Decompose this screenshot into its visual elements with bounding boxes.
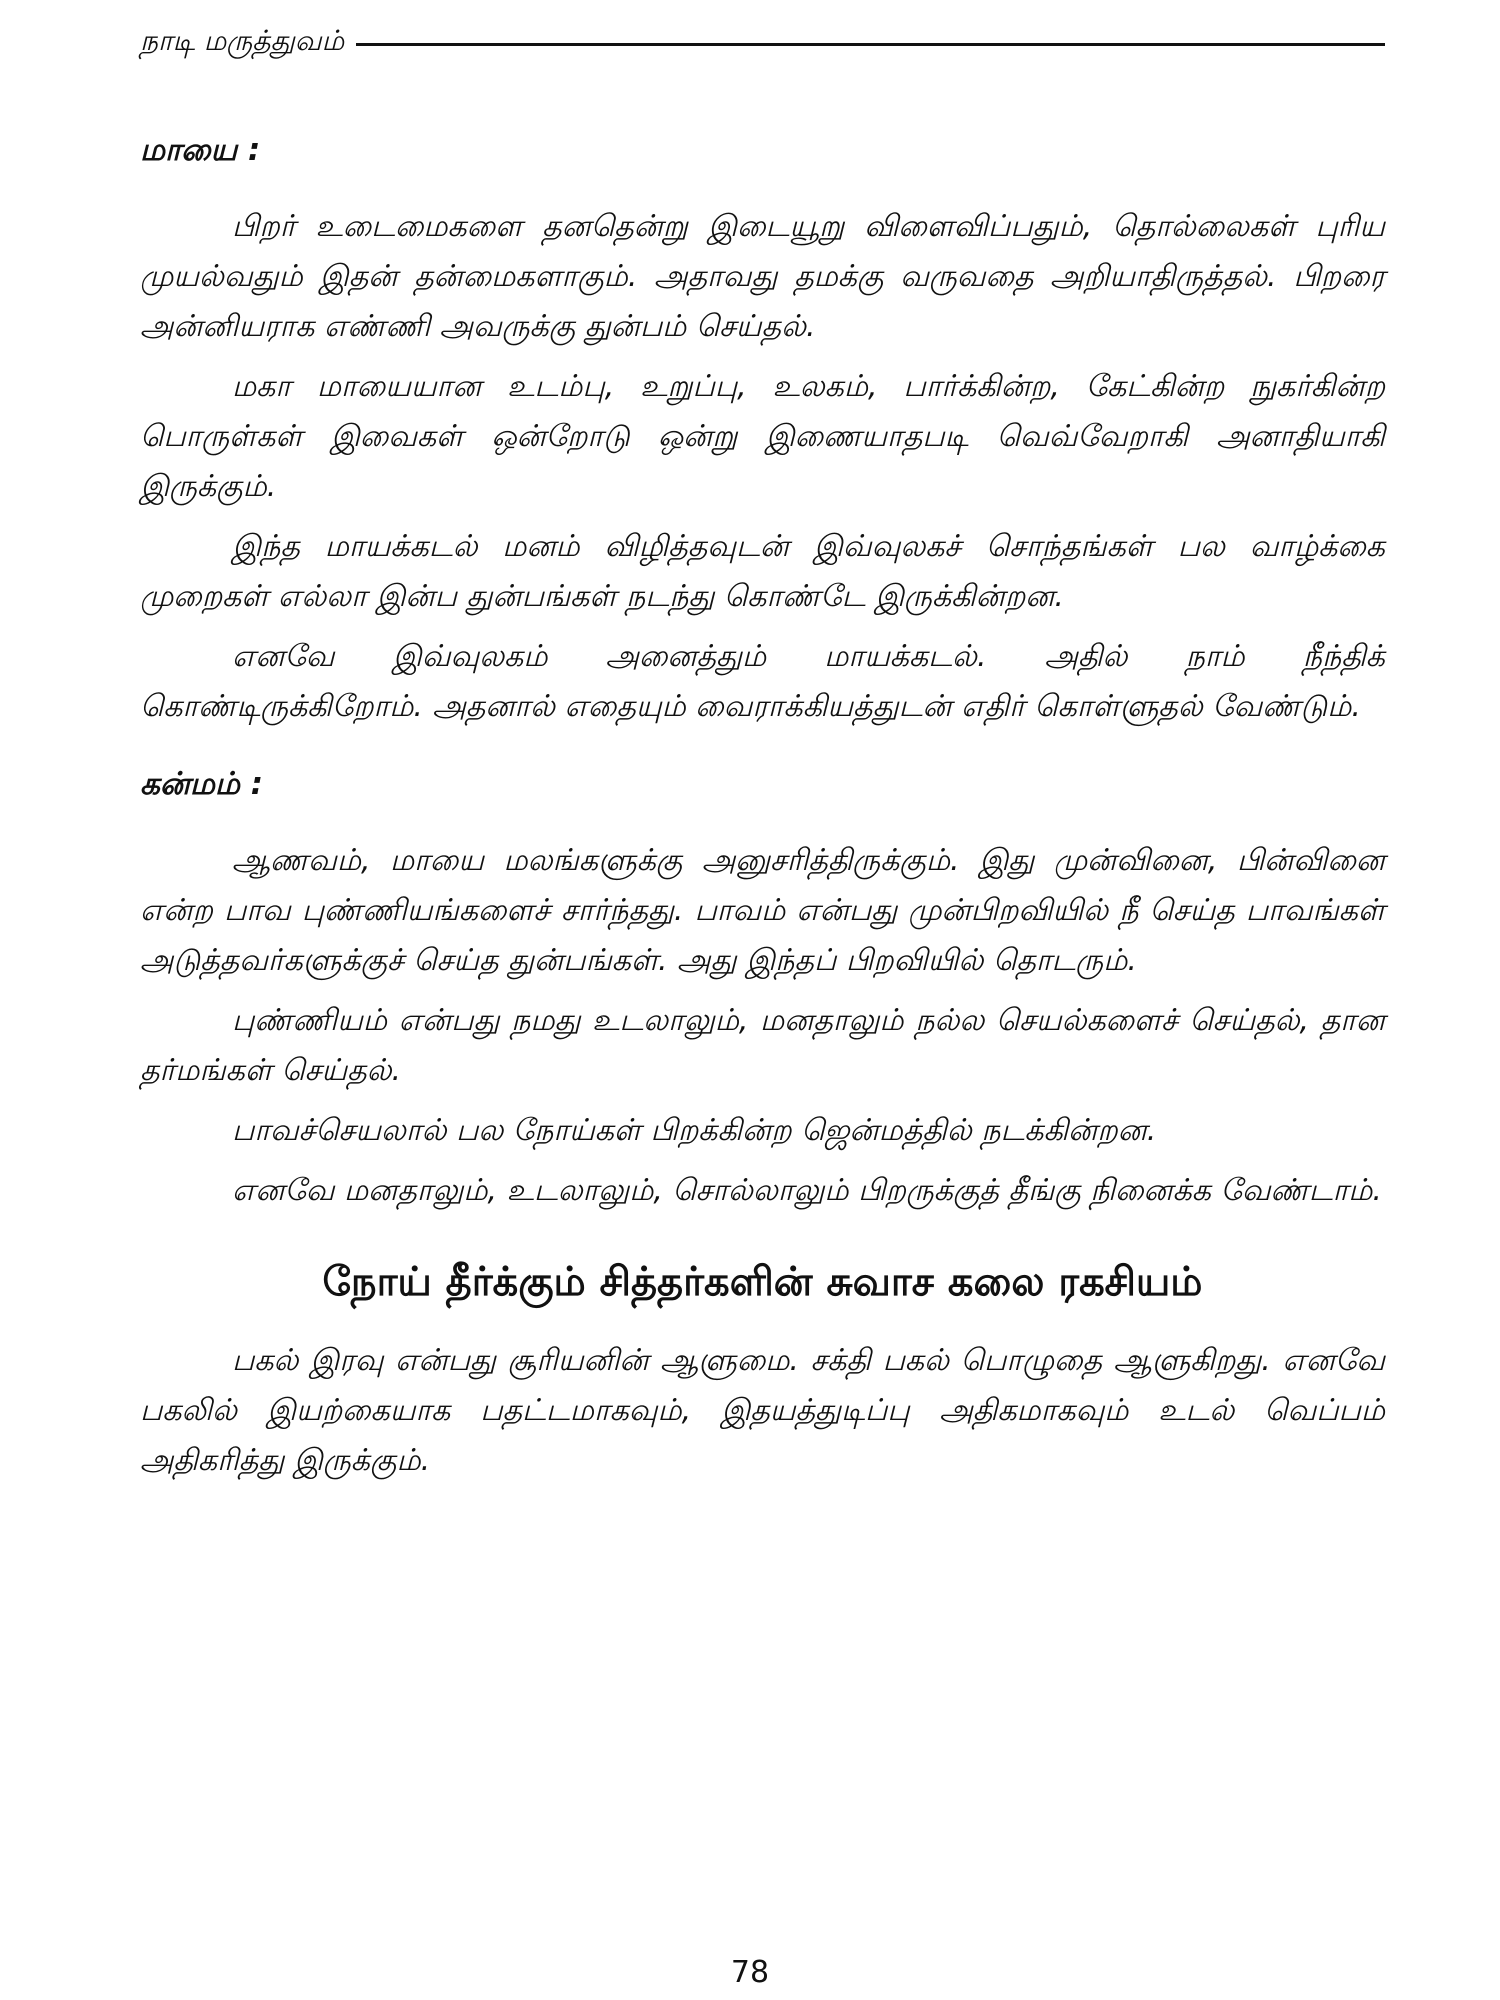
paragraph: பகல் இரவு என்பது சூரியனின் ஆளுமை. சக்தி பகல் பொழுதை ஆளுகிறது. எனவே பகலில் இயற்கையாக பதட்டமாகவும், இதயத்துடிப்பு அதிகமாகவும் உடல் வெப்பம் அதிகரித்து இருக்கும். bbox=[140, 1343, 1385, 1478]
paragraph: எனவே மனதாலும், உடலாலும், சொல்லாலும் பிறருக்குத் தீங்கு நினைக்க வேண்டாம். bbox=[232, 1173, 1382, 1208]
book-title: நாடி மருத்துவம் bbox=[140, 23, 345, 57]
paragraph: மகா மாயையான உடம்பு, உறுப்பு, உலகம், பார்க்கின்ற, கேட்கின்ற நுகர்கின்ற பொருள்கள் இவைகள் ஒன்றோடு ஒன்று இணையாதபடி வெவ்வேறாகி அனாதியாகி இருக்கும். bbox=[140, 369, 1385, 504]
page-number: 78 bbox=[730, 1955, 770, 1990]
header-rule bbox=[356, 43, 1385, 46]
paragraph: எனவே இவ்வுலகம் அனைத்தும் மாயக்கடல். அதில் நாம் நீந்திக் கொண்டிருக்கிறோம். அதனால் எதையும் வைராக்கியத்துடன் எதிர் கொள்ளுதல் வேண்டும். bbox=[140, 639, 1385, 724]
section-heading-karma: கன்மம் : bbox=[140, 766, 263, 802]
running-header bbox=[140, 22, 1385, 62]
section-heading-maya: மாயை : bbox=[140, 132, 261, 168]
paragraph: ஆணவம், மாயை மலங்களுக்கு அனுசரித்திருக்கும். இது முன்வினை, பின்வினை என்ற பாவ புண்ணியங்களைச் சார்ந்தது. பாவம் என்பது முன்பிறவியில் நீ செய்த பாவங்கள் அடுத்தவர்களுக்குச் செய்த துன்பங்கள். அது இந்தப் பிறவியில் தொடரும். bbox=[140, 843, 1385, 978]
paragraph: இந்த மாயக்கடல் மனம் விழித்தவுடன் இவ்வுலகச் சொந்தங்கள் பல வாழ்க்கை முறைகள் எல்லா இன்ப துன்பங்கள் நடந்து கொண்டே இருக்கின்றன. bbox=[140, 529, 1385, 614]
paragraph: புண்ணியம் என்பது நமது உடலாலும், மனதாலும் நல்ல செயல்களைச் செய்தல், தான தர்மங்கள் செய்தல். bbox=[140, 1003, 1385, 1088]
paragraph: பாவச்செயலால் பல நோய்கள் பிறக்கின்ற ஜென்மத்தில் நடக்கின்றன. bbox=[232, 1113, 1157, 1148]
chapter-title: நோய் தீர்க்கும் சித்தர்களின் சுவாச கலை ரகசியம் bbox=[322, 1259, 1203, 1305]
page-content bbox=[140, 128, 1385, 1496]
paragraph: பிறர் உடைமைகளை தனதென்று இடையூறு விளைவிப்பதும், தொல்லைகள் புரிய முயல்வதும் இதன் தன்மைகளாகும். அதாவது தமக்கு வருவதை அறியாதிருத்தல். பிறரை அன்னியராக எண்ணி அவருக்கு துன்பம் செய்தல். bbox=[140, 209, 1385, 344]
